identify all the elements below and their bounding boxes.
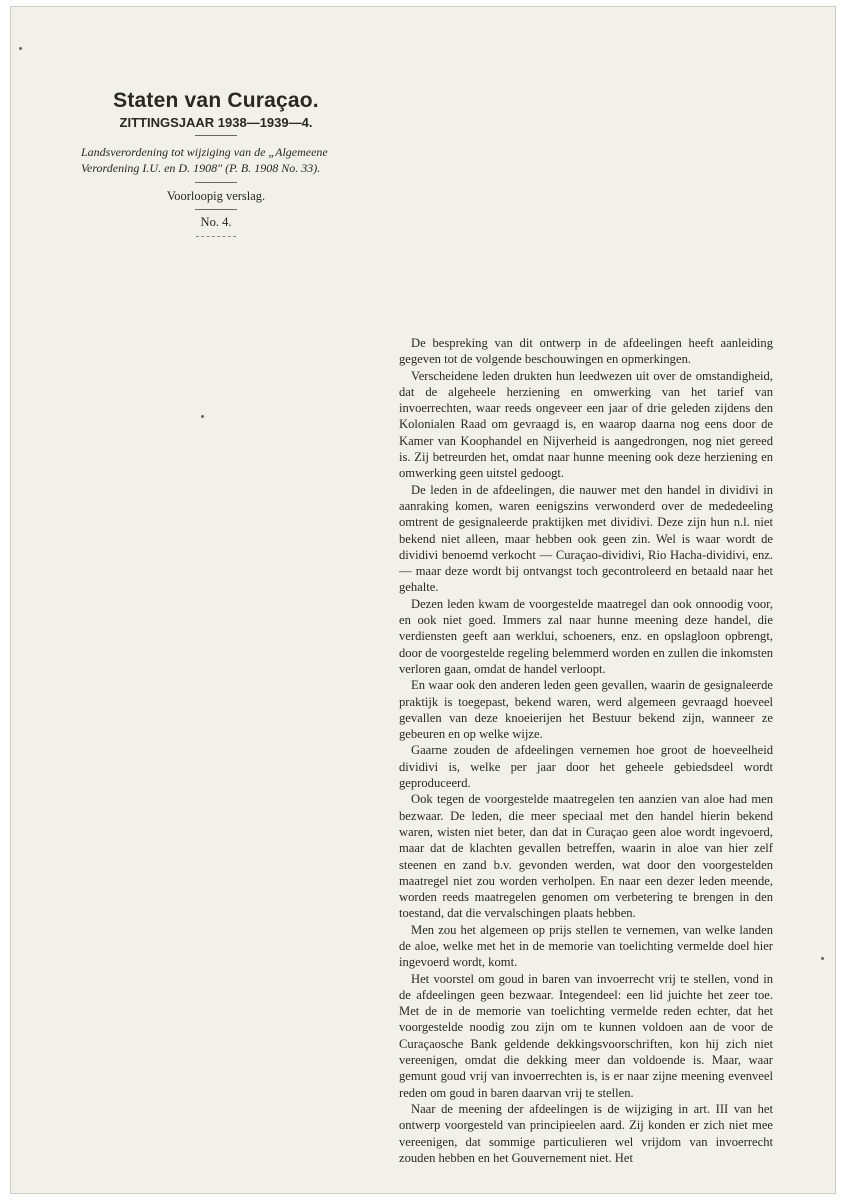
paragraph: En waar ook den anderen leden geen gevallen, waarin de gesignaleerde praktijk is toegepast, bekend waren, werd algemeen gevraagd hoeveel gevallen van deze knoeierijen het Bestuur bekend zijn, wanneer ze gebeuren en op welke wijze. <box>399 678 773 742</box>
report-number: No. 4. <box>200 215 232 229</box>
paragraph: Gaarne zouden de afdeelingen vernemen hoe groot de hoeveelheid dividivi is, welke per jaar door het geheele gebiedsdeel wordt geproduceerd. <box>399 743 773 791</box>
paragraph: De leden in de afdeelingen, die nauwer met den handel in dividivi in aanraking komen, waren eenigszins verwonderd over de mededeeling omtrent de gesignaleerde praktijken met dividivi. Deze zijn hun n.l. niet bekend niet alleen, maar hebben ook geen zin. Wel is waar wordt de dividivi benoemd verkocht — Curaçao-dividivi, Rio Hacha-dividivi, enz. — maar deze wordt bij ontvangst toch gecontroleerd en betaald naar het gehalte. <box>399 482 773 595</box>
document-title: Staten van Curaçao. <box>113 89 319 112</box>
divider <box>196 236 236 237</box>
divider <box>195 182 237 183</box>
paragraph: Verscheidene leden drukten hun leedwezen uit over de omstandigheid, dat de algeheele herziening en omwerking van het tarief van invoerrechten, waar reeds ongeveer een jaar of drie geleden zijdens den Kolonialen Raad om gevraagd is, en waarop daarna nog eens door de Kamer van Koophandel en Nijverheid is aangedrongen, nog niet gereed is. Zij betreurden het, omdat naar hunne meening ook deze herziening en omwerking geen uitstel gedoogt. <box>399 368 773 481</box>
paragraph: Men zou het algemeen op prijs stellen te vernemen, van welke landen de aloe, welke met het in de memorie van toelichting vermelde doel hier ingevoerd wordt, komt. <box>399 922 773 970</box>
divider <box>195 209 237 210</box>
subject-line: Landsverordening tot wijziging van de „Algemeene Verordening I.U. en D. 1908" (P. B. 1908 No. 33). <box>81 145 328 175</box>
paragraph: Naar de meening der afdeelingen is de wijziging in art. III van het ontwerp voorgesteld van principieelen aard. Zij konden er zich niet mee vereenigen, dat sommige particulieren wel vrijdom van invoerrecht zouden hebben en het Gouvernement niet. Het <box>399 1101 773 1165</box>
report-type: Voorloopig verslag. <box>166 189 266 203</box>
paragraph: Het voorstel om goud in baren van invoerrecht vrij te stellen, vond in de afdeelingen geen bezwaar. Integendeel: een lid juichte het zeer toe. Met de in de memorie van toelichting vermelde reden echter, dat het voorgestelde noodig zou zijn om te kunnen voldoen aan de voor de Curaçaosche Bank geldende dekkingsvoorschriften, kon hij zich niet vereenigen, omdat die dekking meer dan voldoende is. Maar, waar gemunt goud vrij van invoerrechten is, is er naar zijne meening evenveel reden om goud in baren daarvan vrij te stellen. <box>399 971 773 1100</box>
document-header <box>71 89 361 243</box>
paragraph: Dezen leden kwam de voorgestelde maatregel dan ook onnoodig voor, en ook niet goed. Immers zal naar hunne meening deze handel, die verdiensten geeft aan werklui, schoeners, enz. en opslagloon opbrengt, door de voorgestelde regeling belemmerd worden en zullen die inkomsten verloren gaan, omdat de handel verloopt. <box>399 596 773 676</box>
paper-speck <box>201 415 204 418</box>
session-year: ZITTINGSJAAR 1938—1939—4. <box>119 115 313 130</box>
divider <box>195 135 237 136</box>
paper-speck <box>19 47 22 50</box>
document-page <box>10 6 836 1194</box>
paragraph: Ook tegen de voorgestelde maatregelen ten aanzien van aloe had men bezwaar. De leden, die meer speciaal met den handel hierin bekend waren, wisten niet beter, dan dat in Curaçao geen aloe wordt ingevoerd, maar dat de klachten gevallen betreffen, waarin in aloe van hier zelf steenen en zand b.v. gevonden werden, wat door den voorgestelden maatregel niet zou worden verholpen. En naar een dezer leden meende, worden reeds maatregelen genomen om verbetering te brengen in den toestand, dat die vervalschingen plaats hebben. <box>399 792 773 921</box>
report-body <box>399 335 773 1166</box>
paragraph: De bespreking van dit ontwerp in de afdeelingen heeft aanleiding gegeven tot de volgende beschouwingen en opmerkingen. <box>399 336 773 367</box>
paper-speck <box>821 957 824 960</box>
